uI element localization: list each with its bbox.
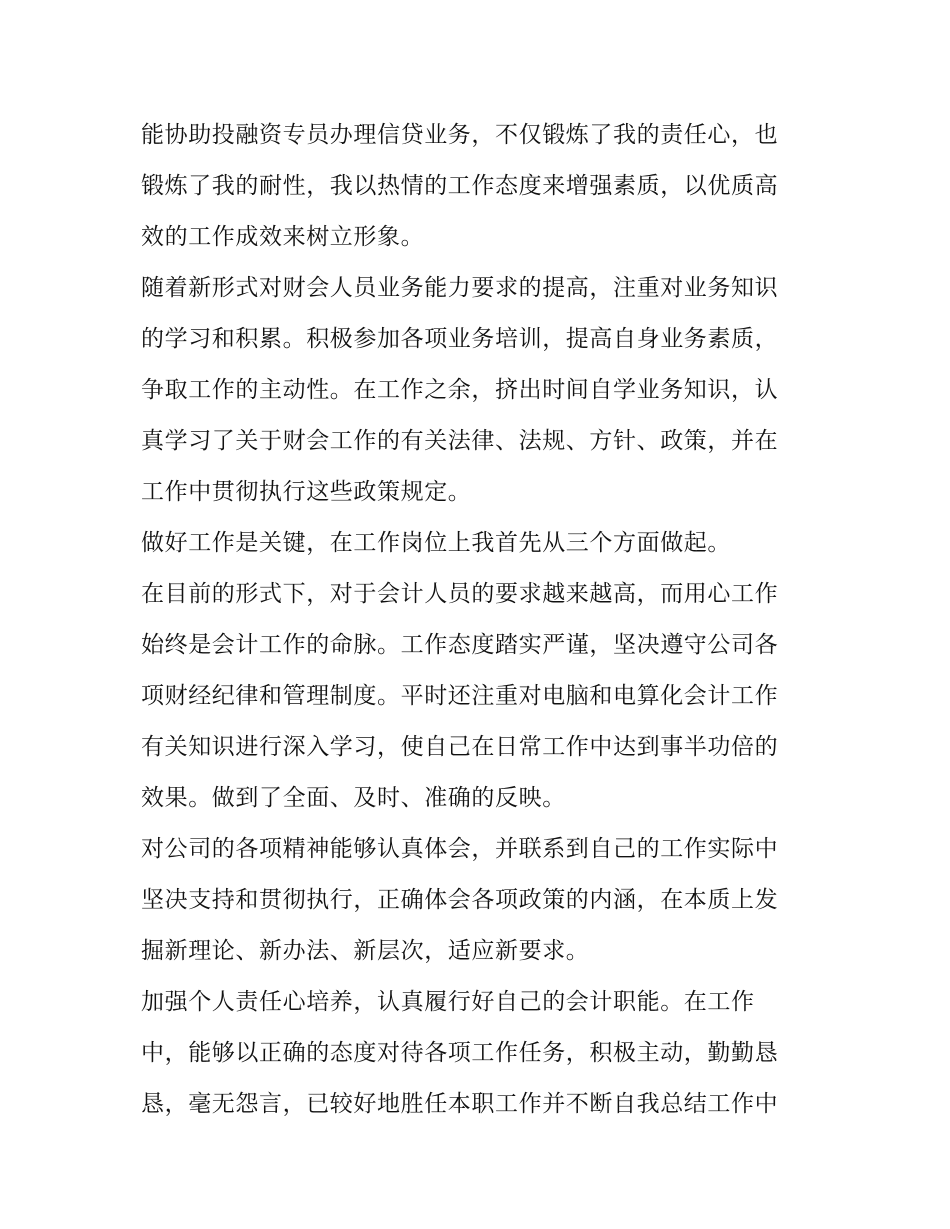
text-line: 效果。做到了全面、及时、准确的反映。: [141, 785, 566, 811]
text-line: 掘新理论、新办法、新层次，适应新要求。: [141, 938, 590, 964]
text-line: 在目前的形式下，对于会计人员的要求越来越高，而用心工作: [141, 581, 779, 607]
text-line: 恳，毫无怨言，已较好地胜任本职工作并不断自我总结工作中: [141, 1091, 779, 1117]
text-line: 中，能够以正确的态度对待各项工作任务，积极主动，勤勤恳: [141, 1040, 779, 1066]
text-line: 项财经纪律和管理制度。平时还注重对电脑和电算化会计工作: [141, 683, 779, 709]
document-body: [141, 110, 821, 1130]
text-line: 工作中贯彻执行这些政策规定。: [141, 479, 472, 505]
text-line: 有关知识进行深入学习，使自己在日常工作中达到事半功倍的: [141, 734, 779, 760]
text-line: 真学习了关于财会工作的有关法律、法规、方针、政策，并在: [141, 428, 779, 454]
text-line: 坚决支持和贯彻执行，正确体会各项政策的内涵，在本质上发: [141, 887, 779, 913]
text-line: 效的工作成效来树立形象。: [141, 224, 425, 250]
text-line: 做好工作是关键，在工作岗位上我首先从三个方面做起。: [141, 530, 731, 556]
text-line: 加强个人责任心培养，认真履行好自己的会计职能。在工作: [141, 989, 755, 1015]
text-line: 对公司的各项精神能够认真体会，并联系到自己的工作实际中: [141, 836, 779, 862]
text-line: 锻炼了我的耐性，我以热情的工作态度来增强素质，以优质高: [141, 173, 779, 199]
text-line: 的学习和积累。积极参加各项业务培训，提高自身业务素质，: [141, 326, 779, 352]
text-line: 争取工作的主动性。在工作之余，挤出时间自学业务知识，认: [141, 377, 779, 403]
text-line: 能协助投融资专员办理信贷业务，不仅锻炼了我的责任心，也: [141, 122, 779, 148]
text-line: 随着新形式对财会人员业务能力要求的提高，注重对业务知识: [141, 275, 779, 301]
text-line: 始终是会计工作的命脉。工作态度踏实严谨，坚决遵守公司各: [141, 632, 779, 658]
